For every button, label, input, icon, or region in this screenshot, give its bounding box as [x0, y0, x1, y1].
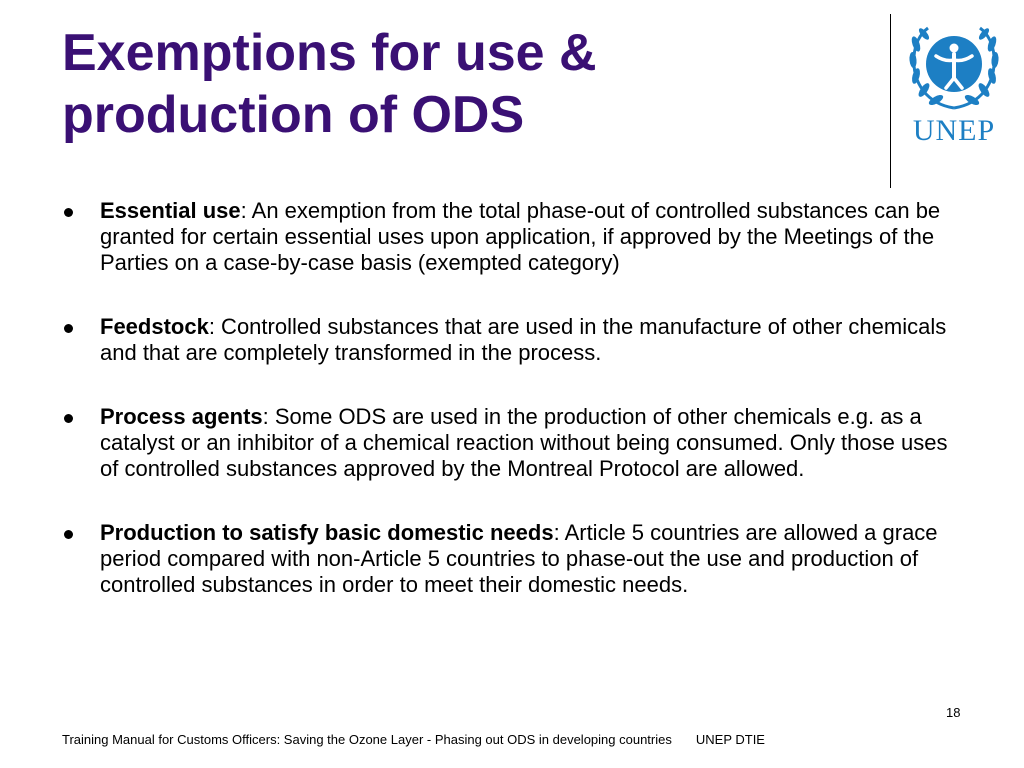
bullet-item-domestic-needs: [60, 520, 960, 598]
footer-org: UNEP DTIE: [695, 732, 765, 747]
bullet-item-essential-use: [60, 198, 960, 276]
bullet-text: : Controlled substances that are used in the manufacture of other chemicals and that are completely transformed in the process.: [100, 314, 947, 365]
footer: [62, 732, 765, 747]
bullet-term: Feedstock: [100, 314, 209, 339]
bullet-list: [60, 198, 960, 636]
bullet-dot-icon: [64, 208, 73, 217]
unep-emblem-icon: [900, 22, 1008, 114]
logo-text: UNEP: [912, 114, 996, 147]
title-line-1: Exemptions for use &: [62, 24, 597, 82]
slide-title: [62, 22, 862, 146]
bullet-dot-icon: [64, 324, 73, 333]
bullet-dot-icon: [64, 414, 73, 423]
logo-divider: [890, 14, 891, 188]
page-number: 18: [946, 705, 961, 720]
bullet-text: : An exemption from the total phase-out of controlled substances can be granted for certain essential uses upon application, if approved by the Meetings of the Parties on a case-by-case basis (exempted category): [100, 198, 941, 275]
title-line-2: production of ODS: [62, 86, 525, 144]
bullet-dot-icon: [64, 530, 73, 539]
bullet-item-process-agents: [60, 404, 960, 482]
bullet-text: : Some ODS are used in the production of other chemicals e.g. as a catalyst or an inhibitor of a chemical reaction without being consumed. Only those uses of controlled substances approved by the Montreal Protocol are allowed.: [100, 404, 948, 481]
bullet-term: Production to satisfy basic domestic needs: [100, 520, 554, 545]
bullet-item-feedstock: [60, 314, 960, 366]
footer-text: Training Manual for Customs Officers: Saving the Ozone Layer - Phasing out ODS in developing countries: [62, 732, 672, 747]
bullet-term: Process agents: [100, 404, 263, 429]
bullet-text: : Article 5 countries are allowed a grace period compared with non-Article 5 countries to phase-out the use and production of controlled substances in order to meet their domestic needs.: [100, 520, 938, 597]
unep-logo: [900, 22, 1008, 152]
bullet-term: Essential use: [100, 198, 241, 223]
